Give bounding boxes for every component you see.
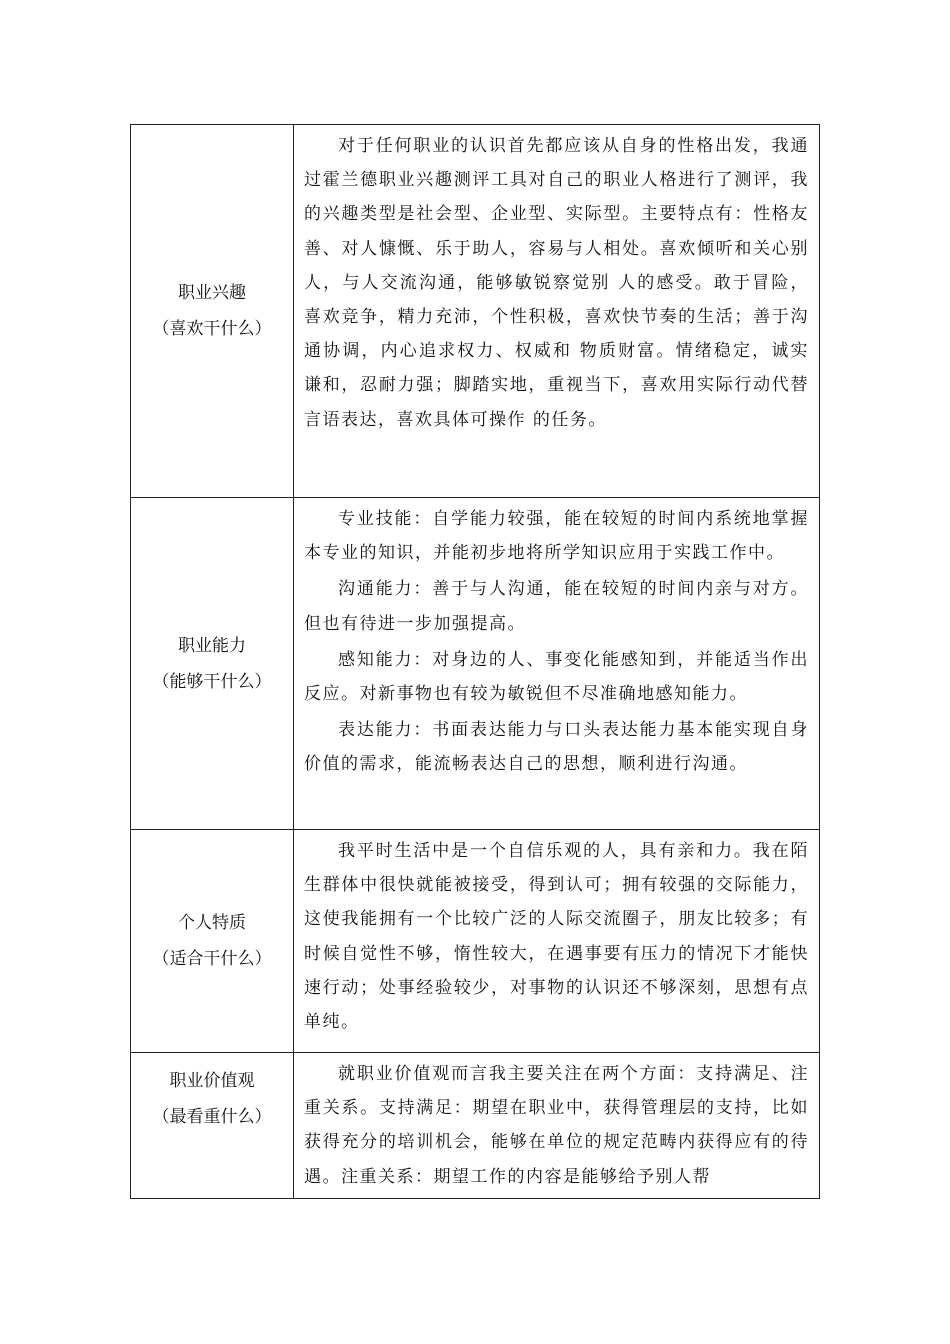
row-subtitle: （喜欢干什么） [152,319,272,339]
paragraph: 我平时生活中是一个自信乐观的人，具有亲和力。我在陌生群体中很快就能被接受，得到认可；拥有较强的交际能力，这使我能拥有一个比较广泛的人际交流圈子，朋友比较多；有时候自觉性不够，惰性较大，在遇事要有压力的情况下才能快速行动；处事经验较少，对事物的认识还不够深刻，思想有点单纯。 [304,841,809,1033]
row-title: 职业兴趣 [178,283,246,303]
row-title: 职业价值观 [169,1071,255,1091]
row-content-personal-traits [294,830,820,1053]
row-label-career-values [131,1053,294,1199]
table-row [131,125,820,498]
career-assessment-table [130,124,820,1199]
paragraph: 感知能力：对身边的人、事变化能感知到，并能适当作出反应。对新事物也有较为敏锐但不尽准确地感知能力。 [304,649,809,705]
table-row [131,1053,820,1199]
table-row [131,498,820,830]
paragraph: 对于任何职业的认识首先都应该从自身的性格出发，我通过霍兰德职业兴趣测评工具对自己的职业人格进行了测评，我的兴趣类型是社会型、企业型、实际型。主要特点有：性格友善、对人慷慨、乐于助人，容易与人相处。喜欢倾听和关心别人，与人交流沟通，能够敏锐察觉别 人的感受。敢于冒险，喜欢竞争，精力充沛，个性积极，喜欢快节奏的生活；善于沟通协调，内心追求权力、权威和 物质财富。情绪稳定，诚实谦和，忍耐力强；脚踏实地，重视当下，喜欢用实际行动代替言语表达，喜欢具体可操作 的任务。 [304,136,809,430]
row-content-career-interest [294,125,820,498]
row-title: 职业能力 [178,635,246,656]
row-subtitle: （能够干什么） [152,671,272,692]
row-subtitle: （最看重什么） [152,1107,272,1127]
row-content-career-ability [294,498,820,830]
row-label-personal-traits [131,830,294,1053]
row-subtitle: （适合干什么） [152,949,272,969]
paragraph: 专业技能：自学能力较强，能在较短的时间内系统地掌握本专业的知识，并能初步地将所学知识应用于实践工作中。 [304,509,809,564]
paragraph: 就职业价值观而言我主要关注在两个方面：支持满足、注重关系。支持满足：期望在职业中，获得管理层的支持，比如获得充分的培训机会，能够在单位的规定范畴内获得应有的待遇。注重关系：期望工作的内容是能够给予别人帮 [304,1064,809,1187]
row-label-career-interest [131,125,294,498]
row-content-career-values [294,1053,820,1199]
paragraph: 沟通能力：善于与人沟通，能在较短的时间内亲与对方。但也有待进一步加强提高。 [304,579,809,634]
row-title: 个人特质 [178,913,246,933]
row-label-career-ability [131,498,294,830]
table-row [131,830,820,1053]
paragraph: 表达能力：书面表达能力与口头表达能力基本能实现自身价值的需求，能流畅表达自己的思想，顺利进行沟通。 [304,720,809,775]
